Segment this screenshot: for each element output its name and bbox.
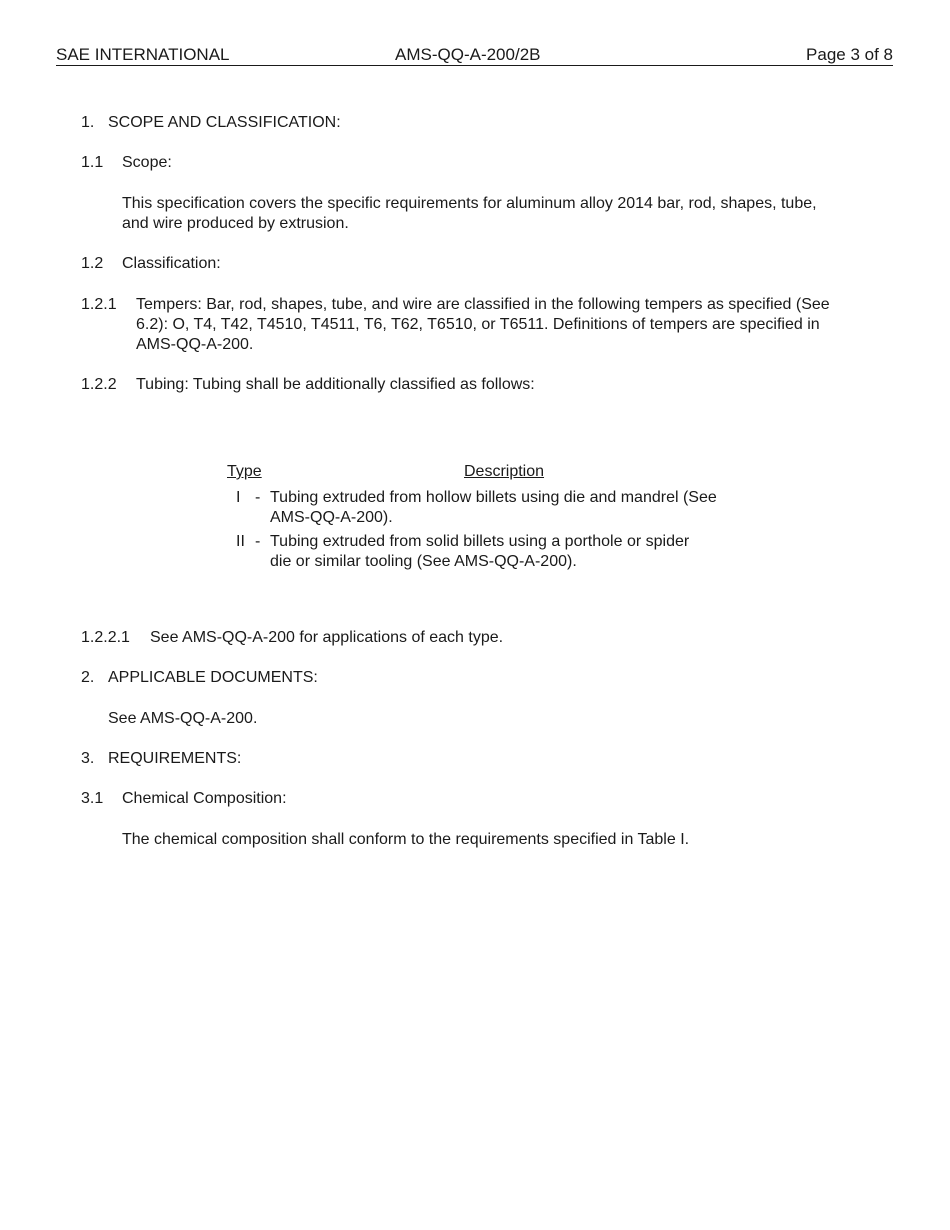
section-1-title: SCOPE AND CLASSIFICATION: <box>108 114 341 131</box>
section-1-2-2-1-text: See AMS-QQ-A-200 for applications of each type. <box>150 629 504 646</box>
section-1-2-1-line-1: Tempers: Bar, rod, shapes, tube, and wire are classified in the following tempers as specified (See <box>136 296 830 313</box>
section-2-title: APPLICABLE DOCUMENTS: <box>108 669 318 686</box>
section-1-2-1-line-3: AMS-QQ-A-200. <box>136 336 254 353</box>
table-row-type: I <box>236 489 241 506</box>
section-3-1-title: Chemical Composition: <box>122 790 287 807</box>
section-1-1-title: Scope: <box>122 154 172 171</box>
section-1-2-1-line-2: 6.2): O, T4, T42, T4510, T4511, T6, T62, T6510, or T6511. Definitions of tempers are specified in <box>136 316 820 333</box>
table-row-description-line-2: die or similar tooling (See AMS-QQ-A-200). <box>270 553 577 570</box>
table-row-dash: - <box>255 489 261 506</box>
section-3-title: REQUIREMENTS: <box>108 750 242 767</box>
section-3-number: 3. <box>81 750 95 767</box>
table-header-description: Description <box>464 463 545 480</box>
header-page-number: Page 3 of 8 <box>806 45 893 64</box>
section-1-2-title: Classification: <box>122 255 221 272</box>
table-row-dash: - <box>255 533 261 550</box>
table-row-description-line-1: Tubing extruded from solid billets using a porthole or spider <box>270 533 690 550</box>
section-1-2-2-1-number: 1.2.2.1 <box>81 629 130 646</box>
section-1-2-2-text: Tubing: Tubing shall be additionally classified as follows: <box>136 376 535 393</box>
section-2-number: 2. <box>81 669 95 686</box>
section-3-1-body: The chemical composition shall conform to the requirements specified in Table I. <box>122 831 690 848</box>
section-1-number: 1. <box>81 114 95 131</box>
section-2-body: See AMS-QQ-A-200. <box>108 710 258 727</box>
page-header <box>56 45 893 66</box>
section-1-2-2-number: 1.2.2 <box>81 376 117 393</box>
table-row-description-line-2: AMS-QQ-A-200). <box>270 509 393 526</box>
section-1-2-1-number: 1.2.1 <box>81 296 117 313</box>
section-1-2-number: 1.2 <box>81 255 104 272</box>
table-row-type: II <box>236 533 245 550</box>
section-1-1-number: 1.1 <box>81 154 104 171</box>
header-document-id: AMS-QQ-A-200/2B <box>395 45 541 64</box>
header-organization: SAE INTERNATIONAL <box>56 45 230 64</box>
section-1-1-body-line-1: This specification covers the specific requirements for aluminum alloy 2014 bar, rod, shapes, tube, <box>122 195 817 212</box>
table-header-type: Type <box>227 463 262 480</box>
section-1-1-body-line-2: and wire produced by extrusion. <box>122 215 349 232</box>
table-row-description-line-1: Tubing extruded from hollow billets using die and mandrel (See <box>270 489 717 506</box>
section-3-1-number: 3.1 <box>81 790 104 807</box>
